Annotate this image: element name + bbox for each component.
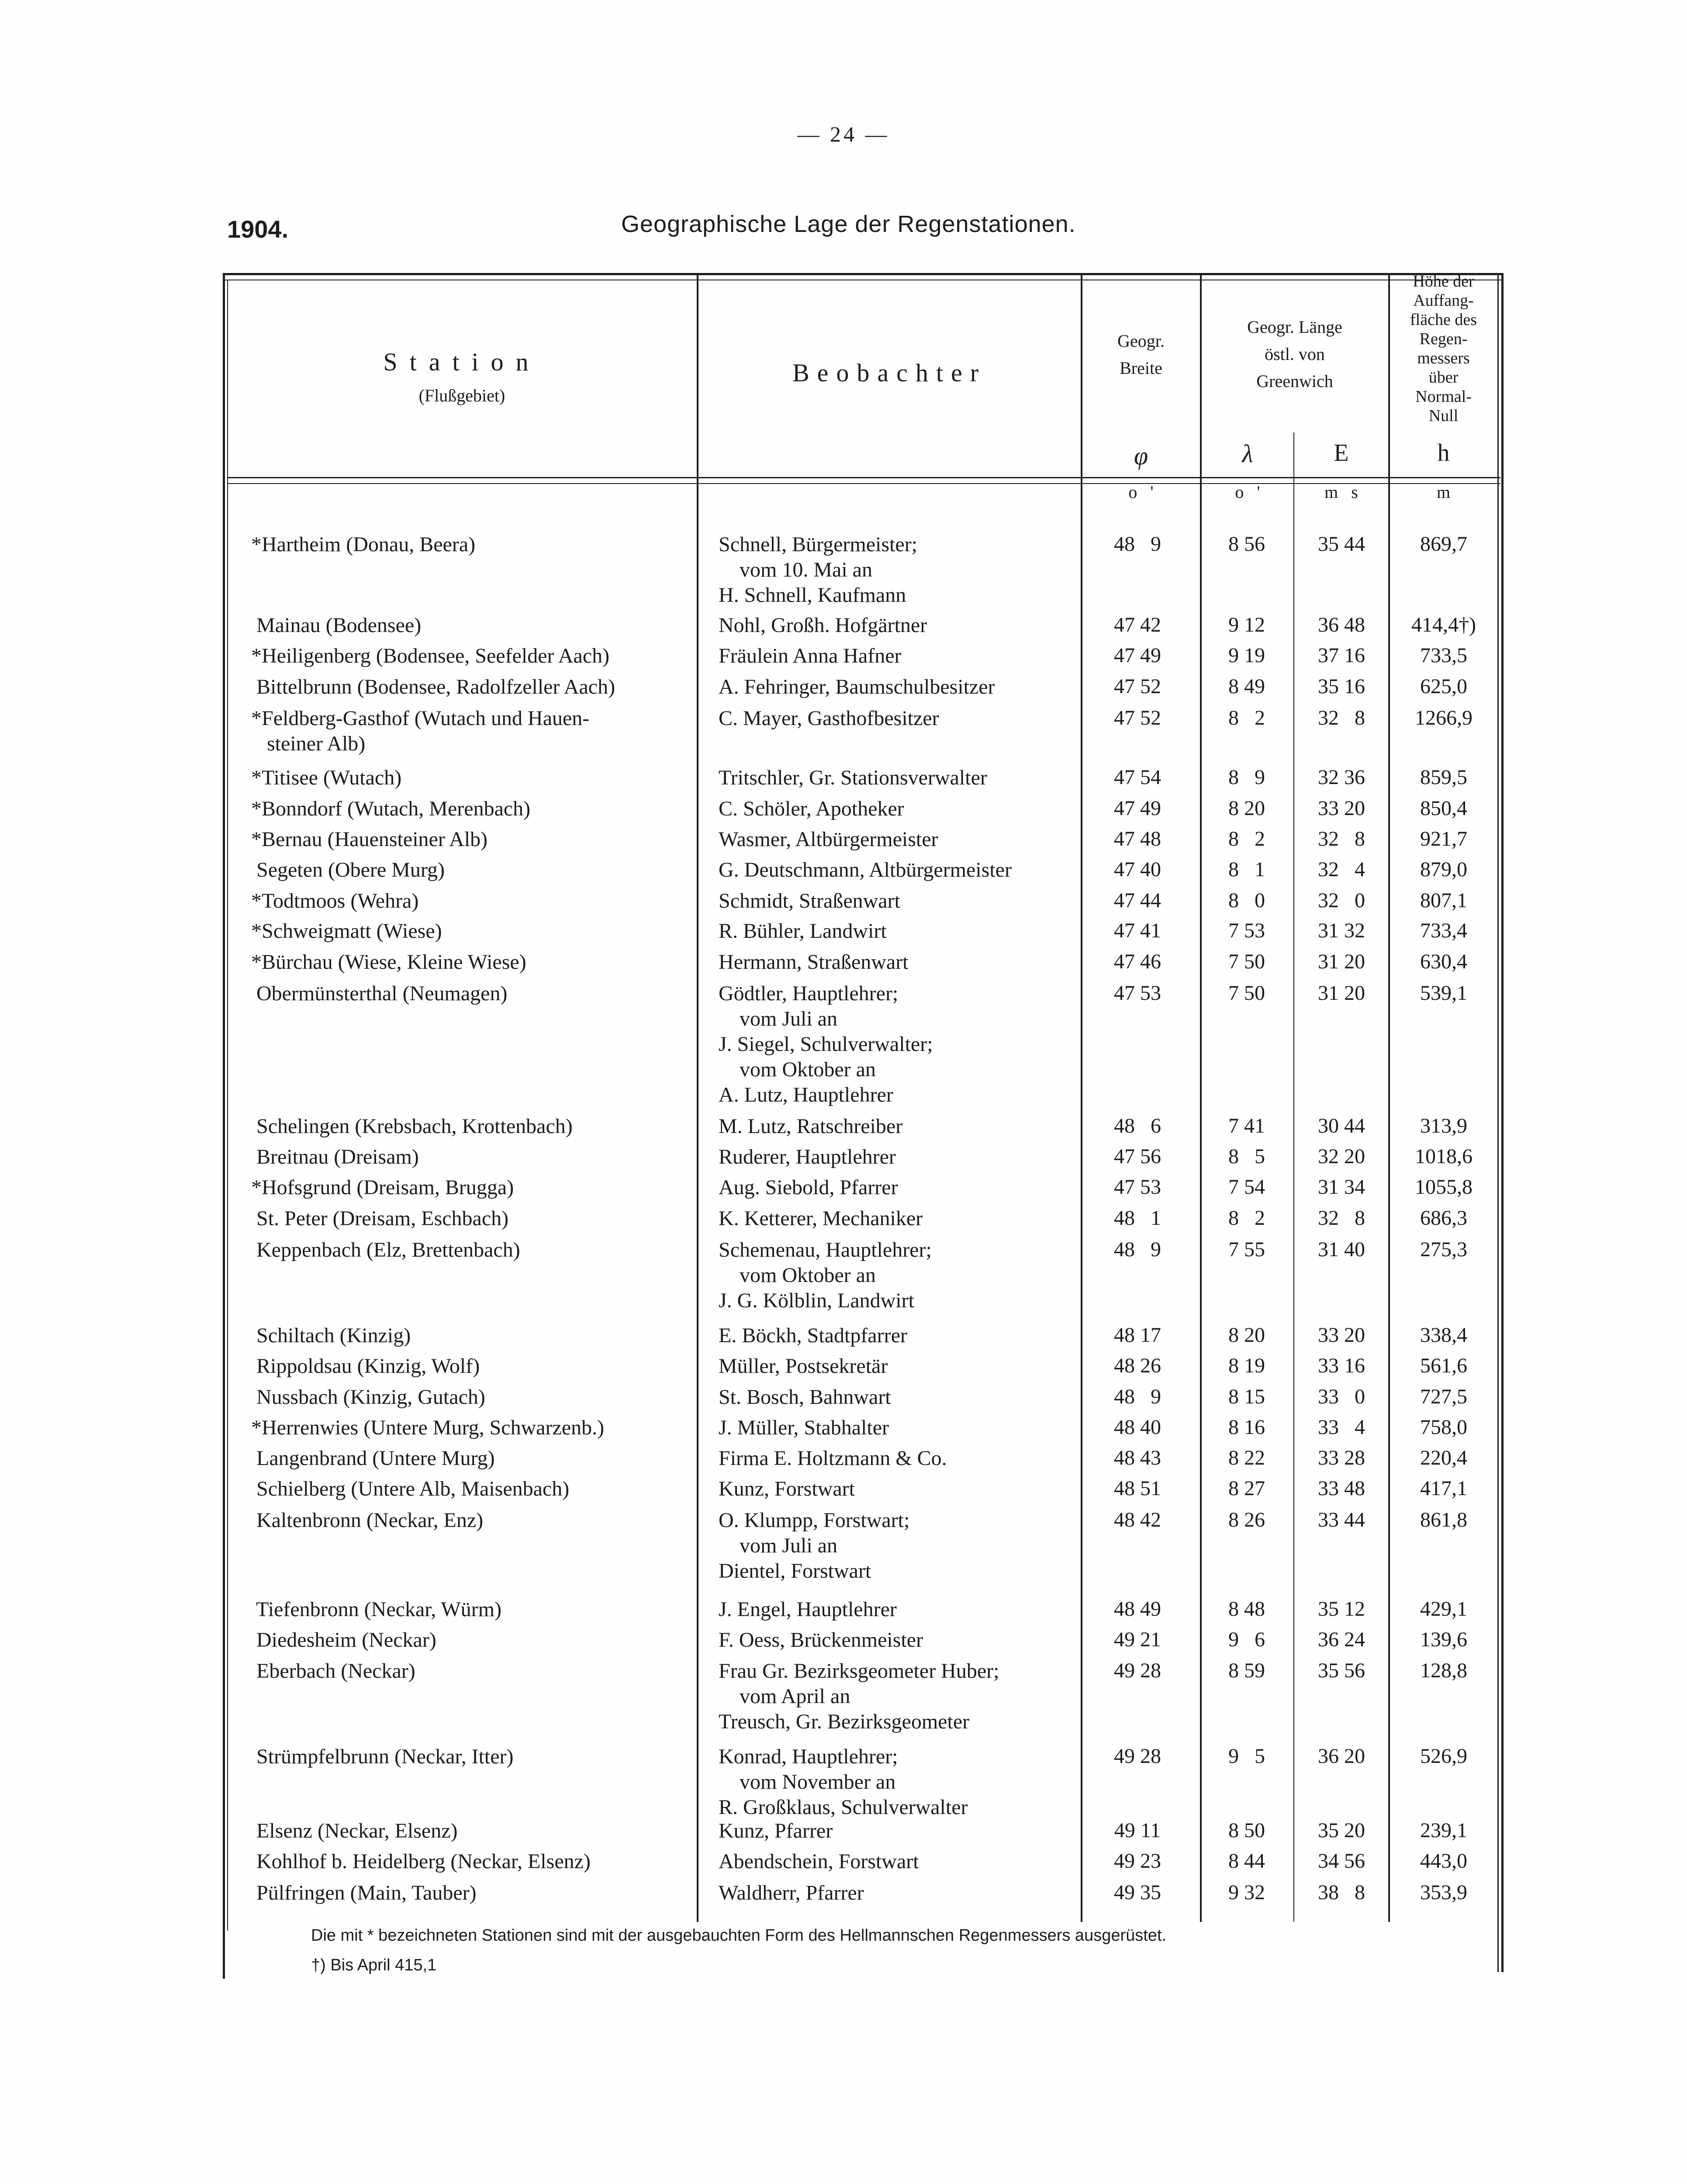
observer-name: Schmidt, Straßenwart xyxy=(719,889,900,912)
latitude-value: 49 11 xyxy=(1114,1819,1161,1842)
time-value: 33 20 xyxy=(1318,797,1365,820)
observer-name: Müller, Postsekretär xyxy=(719,1355,888,1378)
longitude-value: 8 56 xyxy=(1228,532,1265,556)
latitude-value: 47 49 xyxy=(1114,644,1161,667)
latitude-value: 47 52 xyxy=(1114,706,1161,729)
header-bottom-rule xyxy=(227,477,1500,478)
longitude-value: 8 22 xyxy=(1228,1446,1265,1469)
station-name: Schiltach (Kinzig) xyxy=(251,1324,411,1347)
time-value: 35 56 xyxy=(1318,1659,1365,1682)
station-name: *Bonndorf (Wutach, Merenbach) xyxy=(251,797,531,820)
observer-name: Schemenau, Hauptlehrer; vom Oktober an J. G. Kölblin, Landwirt xyxy=(719,1238,932,1312)
station-name: Obermünsterthal (Neumagen) xyxy=(251,982,508,1005)
station-name: *Hofsgrund (Dreisam, Brugga) xyxy=(251,1176,514,1199)
latitude-value: 48 40 xyxy=(1114,1416,1161,1439)
station-name: *Feldberg-Gasthof (Wutach und Hauen- steiner Alb) xyxy=(251,707,590,755)
station-name: Kaltenbronn (Neckar, Enz) xyxy=(251,1509,484,1532)
height-value: 733,5 xyxy=(1420,644,1467,667)
latitude-value: 48 6 xyxy=(1114,1114,1161,1137)
observer-name: Aug. Siebold, Pfarrer xyxy=(719,1176,898,1199)
longitude-value: 9 5 xyxy=(1228,1745,1265,1768)
station-name: Strümpfelbrunn (Neckar, Itter) xyxy=(251,1745,514,1768)
observer-name: O. Klumpp, Forstwart; vom Juli an Dientel, Forstwart xyxy=(719,1509,910,1583)
latitude-value: 47 46 xyxy=(1114,950,1161,973)
time-value: 33 0 xyxy=(1318,1385,1365,1408)
station-name: Kohlhof b. Heidelberg (Neckar, Elsenz) xyxy=(251,1850,591,1873)
station-name: Segeten (Obere Murg) xyxy=(251,858,445,881)
latitude-value: 47 53 xyxy=(1114,1175,1161,1199)
latitude-value: 48 51 xyxy=(1114,1477,1161,1500)
height-value: 686,3 xyxy=(1420,1206,1467,1230)
time-value: 32 8 xyxy=(1318,706,1365,729)
height-value: 1018,6 xyxy=(1415,1145,1473,1168)
height-value: 414,4†) xyxy=(1411,613,1476,636)
height-value: 338,4 xyxy=(1420,1324,1467,1347)
longitude-value: 9 12 xyxy=(1228,613,1265,636)
latitude-value: 47 56 xyxy=(1114,1145,1161,1168)
longitude-value: 8 50 xyxy=(1228,1819,1265,1842)
time-value: 32 4 xyxy=(1318,858,1365,881)
height-value: 539,1 xyxy=(1420,981,1467,1005)
station-name: Breitnau (Dreisam) xyxy=(251,1145,419,1168)
latitude-value: 48 43 xyxy=(1114,1446,1161,1469)
time-value: 33 28 xyxy=(1318,1446,1365,1469)
observer-name: C. Schöler, Apotheker xyxy=(719,797,904,820)
year-label: 1904. xyxy=(227,215,289,243)
observer-name: C. Mayer, Gasthofbesitzer xyxy=(719,707,939,730)
height-value: 727,5 xyxy=(1420,1385,1467,1408)
station-name: Rippoldsau (Kinzig, Wolf) xyxy=(251,1355,480,1378)
header-observer: Beobachter xyxy=(792,359,987,387)
longitude-value: 7 50 xyxy=(1228,950,1265,973)
station-name: *Herrenwies (Untere Murg, Schwarzenb.) xyxy=(251,1416,605,1439)
observer-name: E. Böckh, Stadtpfarrer xyxy=(719,1324,907,1347)
longitude-value: 8 16 xyxy=(1228,1416,1265,1439)
height-value: 128,8 xyxy=(1420,1659,1467,1682)
height-value: 443,0 xyxy=(1420,1849,1467,1873)
station-name: *Heiligenberg (Bodensee, Seefelder Aach) xyxy=(251,644,610,667)
station-name: *Hartheim (Donau, Beera) xyxy=(251,533,476,556)
station-name: Eberbach (Neckar) xyxy=(251,1659,415,1683)
height-value: 139,6 xyxy=(1420,1628,1467,1651)
time-value: 33 20 xyxy=(1318,1324,1365,1347)
time-value: 31 20 xyxy=(1318,981,1365,1005)
height-value: 417,1 xyxy=(1420,1477,1467,1500)
height-value: 733,4 xyxy=(1420,919,1467,942)
height-value: 859,5 xyxy=(1420,766,1467,789)
height-value: 429,1 xyxy=(1420,1597,1467,1621)
station-name: *Bürchau (Wiese, Kleine Wiese) xyxy=(251,950,526,974)
header-station-sub: (Flußgebiet) xyxy=(418,386,505,405)
page-title: Geographische Lage der Regenstationen. xyxy=(621,211,1076,237)
longitude-value: 9 6 xyxy=(1228,1628,1265,1651)
longitude-value: 8 2 xyxy=(1228,1206,1265,1230)
latitude-value: 48 49 xyxy=(1114,1597,1161,1621)
height-value: 353,9 xyxy=(1420,1881,1467,1904)
observer-name: R. Bühler, Landwirt xyxy=(719,919,887,943)
height-value: 879,0 xyxy=(1420,858,1467,881)
latitude-value: 47 44 xyxy=(1114,889,1161,912)
time-value: 38 8 xyxy=(1318,1881,1365,1904)
station-name: *Bernau (Hauensteiner Alb) xyxy=(251,828,488,851)
observer-name: Ruderer, Hauptlehrer xyxy=(719,1145,896,1168)
height-value: 625,0 xyxy=(1420,675,1467,698)
longitude-value: 7 54 xyxy=(1228,1175,1265,1199)
station-name: Mainau (Bodensee) xyxy=(251,614,422,637)
time-value: 33 4 xyxy=(1318,1416,1365,1439)
latitude-value: 47 40 xyxy=(1114,858,1161,881)
longitude-value: 8 0 xyxy=(1228,889,1265,912)
longitude-value: 8 27 xyxy=(1228,1477,1265,1500)
latitude-value: 47 49 xyxy=(1114,797,1161,820)
time-value: 32 20 xyxy=(1318,1145,1365,1168)
longitude-value: 8 49 xyxy=(1228,675,1265,698)
symbol-height: h xyxy=(1437,439,1450,467)
observer-name: Firma E. Holtzmann & Co. xyxy=(719,1447,947,1470)
longitude-value: 8 5 xyxy=(1228,1145,1265,1168)
observer-name: Tritschler, Gr. Stationsverwalter xyxy=(719,766,987,789)
time-value: 35 16 xyxy=(1318,675,1365,698)
station-name: Nussbach (Kinzig, Gutach) xyxy=(251,1386,485,1409)
latitude-value: 47 52 xyxy=(1114,675,1161,698)
observer-name: K. Ketterer, Mechaniker xyxy=(719,1207,923,1230)
longitude-value: 8 19 xyxy=(1228,1354,1265,1377)
longitude-value: 8 1 xyxy=(1228,858,1265,881)
time-value: 35 20 xyxy=(1318,1819,1365,1842)
observer-name: Kunz, Forstwart xyxy=(719,1477,855,1500)
longitude-value: 8 59 xyxy=(1228,1659,1265,1682)
height-value: 861,8 xyxy=(1420,1508,1467,1531)
latitude-value: 49 21 xyxy=(1114,1628,1161,1651)
time-value: 32 8 xyxy=(1318,827,1365,850)
observer-name: Gödtler, Hauptlehrer; vom Juli an J. Siegel, Schulverwalter; vom Oktober an A. Lutz, Hauptlehrer xyxy=(719,982,933,1106)
latitude-value: 49 23 xyxy=(1114,1849,1161,1873)
footnote-dagger: †) Bis April 415,1 xyxy=(311,1956,437,1974)
header-lat: Geogr. Breite xyxy=(1117,331,1165,378)
unit-lon: o ' xyxy=(1235,482,1260,502)
observer-name: J. Engel, Hauptlehrer xyxy=(719,1598,897,1621)
longitude-value: 8 26 xyxy=(1228,1508,1265,1531)
observer-name: F. Oess, Brückenmeister xyxy=(719,1628,923,1652)
observer-name: Waldherr, Pfarrer xyxy=(719,1881,864,1904)
right-border xyxy=(1497,273,1499,1972)
observer-name: Nohl, Großh. Hofgärtner xyxy=(719,614,927,637)
longitude-value: 8 9 xyxy=(1228,766,1265,789)
latitude-value: 48 9 xyxy=(1114,1385,1161,1408)
station-name: Langenbrand (Untere Murg) xyxy=(251,1447,495,1470)
longitude-value: 7 50 xyxy=(1228,981,1265,1005)
height-value: 561,6 xyxy=(1420,1354,1467,1377)
observer-name: Konrad, Hauptlehrer; vom November an R. Großklaus, Schulverwalter xyxy=(719,1745,968,1819)
time-value: 31 40 xyxy=(1318,1238,1365,1261)
height-value: 239,1 xyxy=(1420,1819,1467,1842)
longitude-value: 8 20 xyxy=(1228,797,1265,820)
time-value: 32 0 xyxy=(1318,889,1365,912)
height-value: 869,7 xyxy=(1420,532,1467,556)
height-value: 220,4 xyxy=(1420,1446,1467,1469)
observer-name: St. Bosch, Bahnwart xyxy=(719,1386,891,1409)
observer-name: Schnell, Bürgermeister; vom 10. Mai an H. Schnell, Kaufmann xyxy=(719,533,918,607)
latitude-value: 48 42 xyxy=(1114,1508,1161,1531)
station-name: *Schweigmatt (Wiese) xyxy=(251,919,442,943)
footnote-asterisk: Die mit * bezeichneten Stationen sind mit der ausgebauchten Form des Hellmannschen Regenmessers ausgerüstet. xyxy=(311,1926,1167,1945)
height-value: 630,4 xyxy=(1420,950,1467,973)
longitude-value: 9 19 xyxy=(1228,644,1265,667)
time-value: 36 48 xyxy=(1318,613,1365,636)
header-station: Station xyxy=(383,348,541,376)
time-value: 36 24 xyxy=(1318,1628,1365,1651)
time-value: 35 12 xyxy=(1318,1597,1365,1621)
observer-name: J. Müller, Stabhalter xyxy=(719,1416,889,1439)
longitude-value: 7 41 xyxy=(1228,1114,1265,1137)
latitude-value: 49 35 xyxy=(1114,1881,1161,1904)
time-value: 35 44 xyxy=(1318,532,1365,556)
unit-time: m s xyxy=(1324,482,1358,502)
left-border xyxy=(223,273,225,1979)
observer-name: G. Deutschmann, Altbürgermeister xyxy=(719,858,1012,881)
table-top-rule xyxy=(223,273,1503,275)
time-value: 31 20 xyxy=(1318,950,1365,973)
height-value: 758,0 xyxy=(1420,1416,1467,1439)
right-border-outer xyxy=(1501,273,1504,1972)
station-name: Schelingen (Krebsbach, Krottenbach) xyxy=(251,1115,573,1138)
latitude-value: 47 53 xyxy=(1114,981,1161,1005)
station-name: Schielberg (Untere Alb, Maisenbach) xyxy=(251,1477,570,1500)
symbol-lat: φ xyxy=(1134,442,1148,470)
longitude-value: 7 55 xyxy=(1228,1238,1265,1261)
height-value: 850,4 xyxy=(1420,797,1467,820)
latitude-value: 47 54 xyxy=(1114,766,1161,789)
station-name: Keppenbach (Elz, Brettenbach) xyxy=(251,1238,520,1261)
time-value: 31 32 xyxy=(1318,919,1365,942)
station-name: Bittelbrunn (Bodensee, Radolfzeller Aach) xyxy=(251,675,615,698)
unit-height: m xyxy=(1436,482,1451,502)
latitude-value: 47 41 xyxy=(1114,919,1161,942)
latitude-value: 47 42 xyxy=(1114,613,1161,636)
header-height: Höhe der Auffang- fläche des Regen- messers über Normal- Null xyxy=(1410,272,1477,425)
longitude-value: 8 2 xyxy=(1228,706,1265,729)
time-value: 33 48 xyxy=(1318,1477,1365,1500)
observer-name: Fräulein Anna Hafner xyxy=(719,644,902,667)
height-value: 807,1 xyxy=(1420,889,1467,912)
time-value: 34 56 xyxy=(1318,1849,1365,1873)
height-value: 1055,8 xyxy=(1415,1175,1473,1199)
station-name: Tiefenbronn (Neckar, Würm) xyxy=(251,1598,502,1621)
latitude-value: 47 48 xyxy=(1114,827,1161,850)
station-name: Diedesheim (Neckar) xyxy=(251,1628,436,1652)
station-name: *Todtmoos (Wehra) xyxy=(251,889,419,912)
observer-name: Kunz, Pfarrer xyxy=(719,1819,833,1842)
observer-name: M. Lutz, Ratschreiber xyxy=(719,1115,903,1138)
latitude-value: 49 28 xyxy=(1114,1659,1161,1682)
longitude-value: 8 48 xyxy=(1228,1597,1265,1621)
time-value: 33 16 xyxy=(1318,1354,1365,1377)
symbol-time: E xyxy=(1334,439,1349,467)
col-divider-lon-time xyxy=(1293,432,1294,1922)
observer-name: Wasmer, Altbürgermeister xyxy=(719,828,938,851)
time-value: 32 8 xyxy=(1318,1206,1365,1230)
symbol-lon: λ xyxy=(1242,439,1253,468)
latitude-value: 48 26 xyxy=(1114,1354,1161,1377)
time-value: 32 36 xyxy=(1318,766,1365,789)
station-name: St. Peter (Dreisam, Eschbach) xyxy=(251,1207,509,1230)
left-border-inner xyxy=(227,280,228,1931)
latitude-value: 48 9 xyxy=(1114,1238,1161,1261)
longitude-value: 8 15 xyxy=(1228,1385,1265,1408)
observer-name: A. Fehringer, Baumschulbesitzer xyxy=(719,675,995,698)
longitude-value: 8 2 xyxy=(1228,827,1265,850)
station-name: Pülfringen (Main, Tauber) xyxy=(251,1881,477,1904)
time-value: 31 34 xyxy=(1318,1175,1365,1199)
latitude-value: 48 9 xyxy=(1114,532,1161,556)
height-value: 526,9 xyxy=(1420,1745,1467,1768)
observer-name: Hermann, Straßenwart xyxy=(719,950,909,974)
header-lon: Geogr. Länge östl. von Greenwich xyxy=(1247,317,1342,391)
latitude-value: 49 28 xyxy=(1114,1745,1161,1768)
longitude-value: 8 44 xyxy=(1228,1849,1265,1873)
col-divider-time xyxy=(1388,273,1390,1922)
col-divider-lat xyxy=(1200,273,1202,1922)
latitude-value: 48 17 xyxy=(1114,1324,1161,1347)
time-value: 30 44 xyxy=(1318,1114,1365,1137)
height-value: 275,3 xyxy=(1420,1238,1467,1261)
station-name: Elsenz (Neckar, Elsenz) xyxy=(251,1819,458,1842)
station-name: *Titisee (Wutach) xyxy=(251,766,402,789)
height-value: 1266,9 xyxy=(1415,706,1473,729)
unit-lat: o ' xyxy=(1128,482,1154,502)
col-divider-station xyxy=(697,273,698,1922)
observer-name: Frau Gr. Bezirksgeometer Huber; vom April an Treusch, Gr. Bezirksgeometer xyxy=(719,1659,999,1733)
longitude-value: 7 53 xyxy=(1228,919,1265,942)
time-value: 33 44 xyxy=(1318,1508,1365,1531)
longitude-value: 8 20 xyxy=(1228,1324,1265,1347)
latitude-value: 48 1 xyxy=(1114,1206,1161,1230)
height-value: 921,7 xyxy=(1420,827,1467,850)
height-value: 313,9 xyxy=(1420,1114,1467,1137)
time-value: 37 16 xyxy=(1318,644,1365,667)
time-value: 36 20 xyxy=(1318,1745,1365,1768)
page-number: — 24 — xyxy=(797,122,890,146)
longitude-value: 9 32 xyxy=(1228,1881,1265,1904)
observer-name: Abendschein, Forstwart xyxy=(719,1850,919,1873)
